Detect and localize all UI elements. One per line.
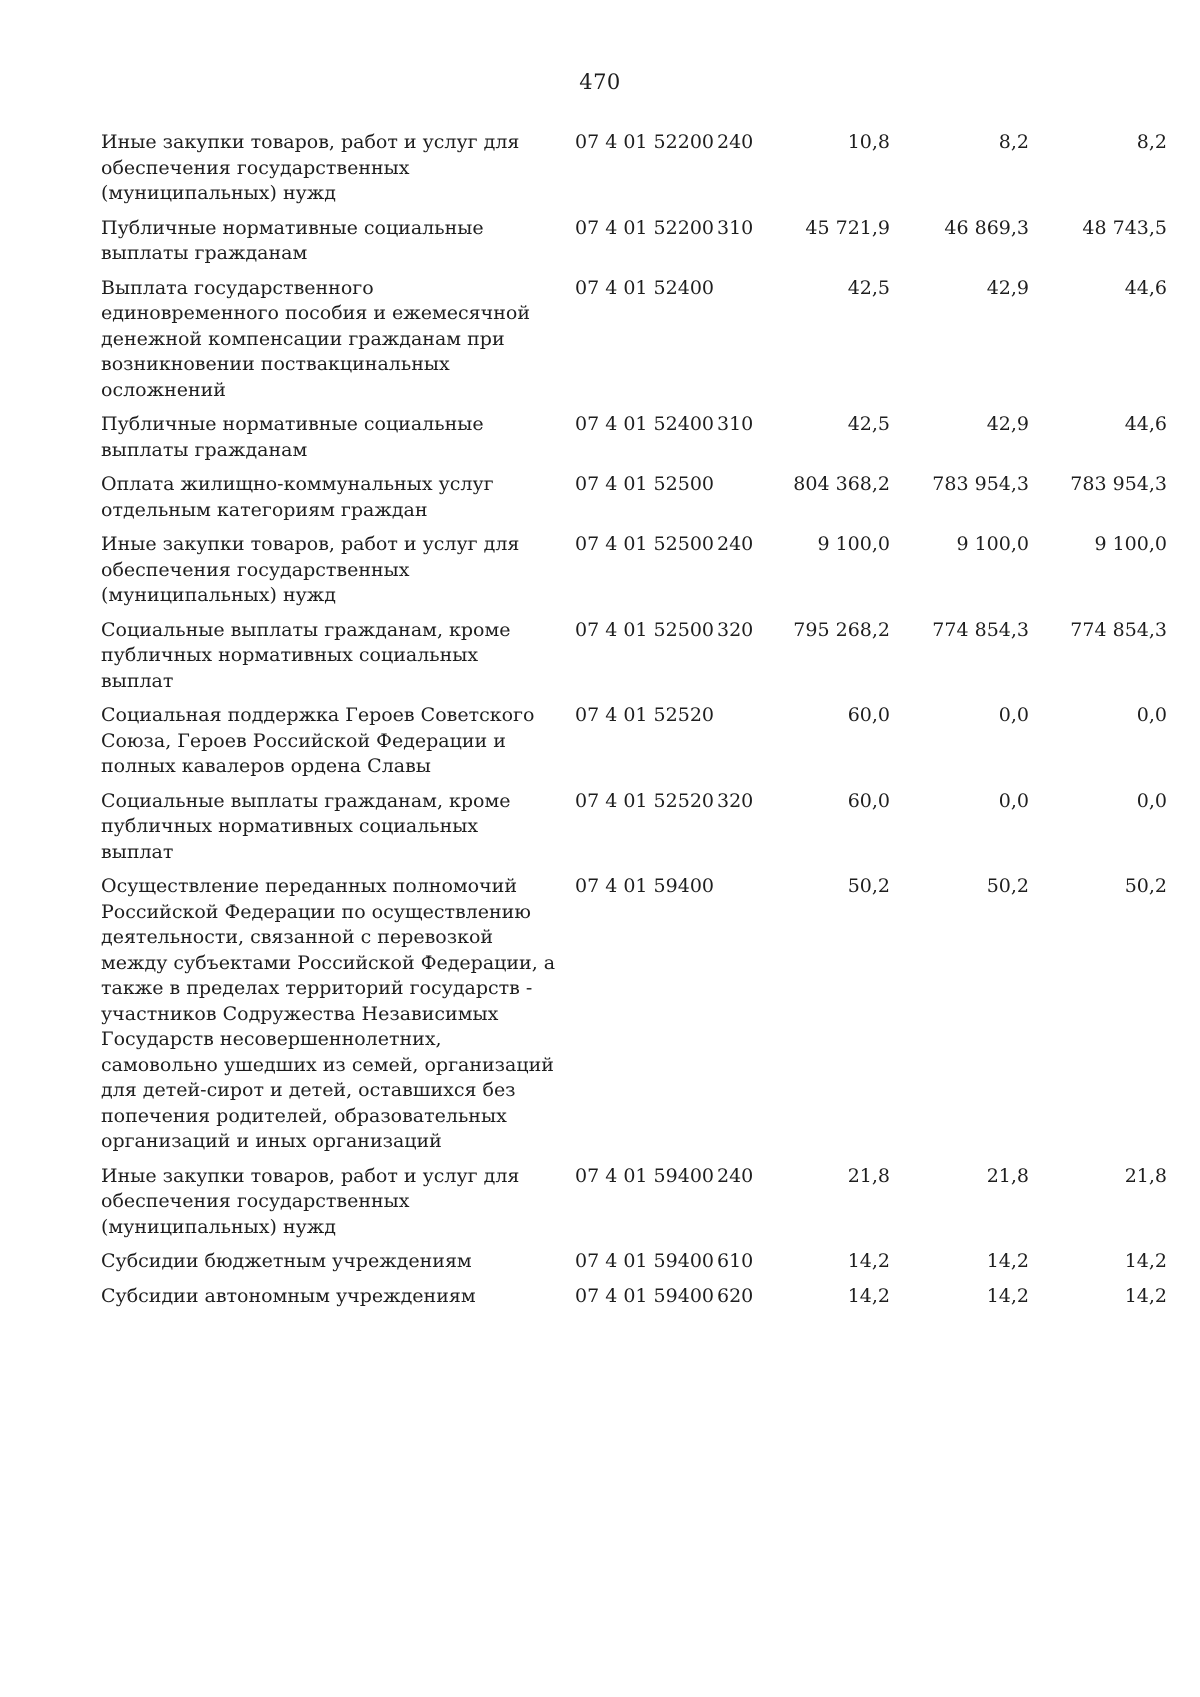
row-amount-year-3: 21,8 [1124, 1164, 1167, 1187]
row-amount-year-1: 45 721,9 [805, 216, 890, 239]
row-classification-code: 07 4 01 52400 [575, 413, 715, 435]
row-amount-year-1: 60,0 [847, 789, 890, 812]
row-amount-year-3: 783 954,3 [1070, 473, 1167, 495]
row-expense-type: 240 [717, 131, 754, 153]
row-classification-code: 07 4 01 52400 [575, 276, 715, 299]
row-classification-code: 07 4 01 59400 [575, 875, 715, 897]
row-description: Иные закупки товаров, работ и услуг для обеспечения государственных (муниципальных) нужд [101, 533, 520, 606]
row-classification-code: 07 4 01 59400 [575, 1164, 715, 1187]
row-expense-type: 320 [717, 789, 754, 812]
row-amount-year-1: 9 100,0 [817, 533, 890, 555]
row-amount-year-1: 14,2 [847, 1284, 890, 1307]
row-amount-year-1: 14,2 [847, 1250, 890, 1272]
row-amount-year-2: 21,8 [986, 1164, 1029, 1187]
row-amount-year-3: 50,2 [1124, 875, 1167, 897]
row-amount-year-3: 44,6 [1124, 276, 1167, 299]
table-row [101, 789, 1181, 866]
row-description: Социальная поддержка Героев Советского Союза, Героев Российской Федерации и полных кавалеров ордена Славы [101, 704, 535, 777]
row-amount-year-1: 21,8 [847, 1164, 890, 1187]
row-amount-year-3: 0,0 [1136, 789, 1167, 812]
row-expense-type: 320 [717, 618, 754, 641]
row-amount-year-1: 42,5 [847, 276, 890, 299]
row-amount-year-2: 42,9 [986, 276, 1029, 299]
row-amount-year-1: 804 368,2 [793, 473, 890, 495]
row-description: Выплата государственного единовременного пособия и ежемесячной денежной компенсации гражданам при возникновении поствакцинальных осложнений [101, 276, 530, 401]
table-row [101, 130, 1181, 207]
row-description: Субсидии автономным учреждениям [101, 1284, 476, 1307]
row-amount-year-1: 10,8 [847, 131, 890, 153]
row-amount-year-3: 774 854,3 [1070, 618, 1167, 641]
budget-table [101, 130, 1181, 1318]
row-description: Оплата жилищно-коммунальных услуг отдельным категориям граждан [101, 473, 494, 521]
row-classification-code: 07 4 01 59400 [575, 1284, 715, 1307]
row-description: Публичные нормативные социальные выплаты гражданам [101, 413, 484, 461]
row-amount-year-2: 774 854,3 [932, 618, 1029, 641]
row-classification-code: 07 4 01 52500 [575, 533, 715, 555]
row-amount-year-2: 9 100,0 [956, 533, 1029, 555]
row-amount-year-1: 795 268,2 [793, 618, 890, 641]
row-amount-year-3: 8,2 [1136, 131, 1167, 153]
row-description: Публичные нормативные социальные выплаты гражданам [101, 216, 484, 264]
row-amount-year-2: 42,9 [986, 413, 1029, 435]
row-classification-code: 07 4 01 52200 [575, 131, 715, 153]
row-amount-year-1: 60,0 [847, 704, 890, 726]
row-classification-code: 07 4 01 59400 [575, 1250, 715, 1272]
row-expense-type: 240 [717, 1164, 754, 1187]
row-description: Осуществление переданных полномочий Российской Федерации по осуществлению деятельности, связанной с перевозкой между субъектами Российской Федерации, а также в пределах территорий государств - участников Содружества Независимых Государств несовершеннолетних, самовольно ушедших из семей, организаций для детей-сирот и детей, оставшихся без попечения родителей, образовательных организаций и иных организаций [101, 875, 556, 1152]
row-amount-year-2: 14,2 [986, 1284, 1029, 1307]
row-description: Социальные выплаты гражданам, кроме публичных нормативных социальных выплат [101, 618, 511, 692]
row-amount-year-2: 0,0 [998, 789, 1029, 812]
row-amount-year-1: 50,2 [847, 875, 890, 897]
row-amount-year-1: 42,5 [847, 413, 890, 435]
row-amount-year-2: 46 869,3 [944, 216, 1029, 239]
row-amount-year-3: 9 100,0 [1094, 533, 1167, 555]
row-classification-code: 07 4 01 52500 [575, 618, 715, 641]
row-description: Социальные выплаты гражданам, кроме публичных нормативных социальных выплат [101, 789, 511, 863]
row-description: Субсидии бюджетным учреждениям [101, 1250, 472, 1272]
table-row [101, 1164, 1181, 1241]
row-amount-year-2: 8,2 [998, 131, 1029, 153]
table-row [101, 618, 1181, 695]
row-classification-code: 07 4 01 52200 [575, 216, 715, 239]
row-amount-year-2: 783 954,3 [932, 473, 1029, 495]
row-description: Иные закупки товаров, работ и услуг для обеспечения государственных (муниципальных) нужд [101, 131, 520, 204]
row-amount-year-3: 44,6 [1124, 413, 1167, 435]
table-row [101, 1249, 1181, 1275]
row-description: Иные закупки товаров, работ и услуг для обеспечения государственных (муниципальных) нужд [101, 1164, 520, 1238]
row-expense-type: 620 [717, 1284, 754, 1307]
row-expense-type: 610 [717, 1250, 754, 1272]
row-amount-year-3: 0,0 [1136, 704, 1167, 726]
row-expense-type: 310 [717, 216, 754, 239]
row-classification-code: 07 4 01 52520 [575, 789, 715, 812]
table-row [101, 276, 1181, 404]
table-row [101, 472, 1181, 523]
table-row [101, 532, 1181, 609]
page-number: 470 [579, 70, 621, 94]
row-expense-type: 310 [717, 413, 754, 435]
row-amount-year-2: 0,0 [998, 704, 1029, 726]
table-row [101, 412, 1181, 463]
row-amount-year-2: 50,2 [986, 875, 1029, 897]
table-row [101, 216, 1181, 267]
row-amount-year-3: 14,2 [1124, 1284, 1167, 1307]
row-classification-code: 07 4 01 52520 [575, 704, 715, 726]
row-amount-year-2: 14,2 [986, 1250, 1029, 1272]
row-expense-type: 240 [717, 533, 754, 555]
row-amount-year-3: 14,2 [1124, 1250, 1167, 1272]
table-row [101, 703, 1181, 780]
row-classification-code: 07 4 01 52500 [575, 473, 715, 495]
table-row [101, 1284, 1181, 1310]
table-row [101, 874, 1181, 1155]
row-amount-year-3: 48 743,5 [1082, 216, 1167, 239]
